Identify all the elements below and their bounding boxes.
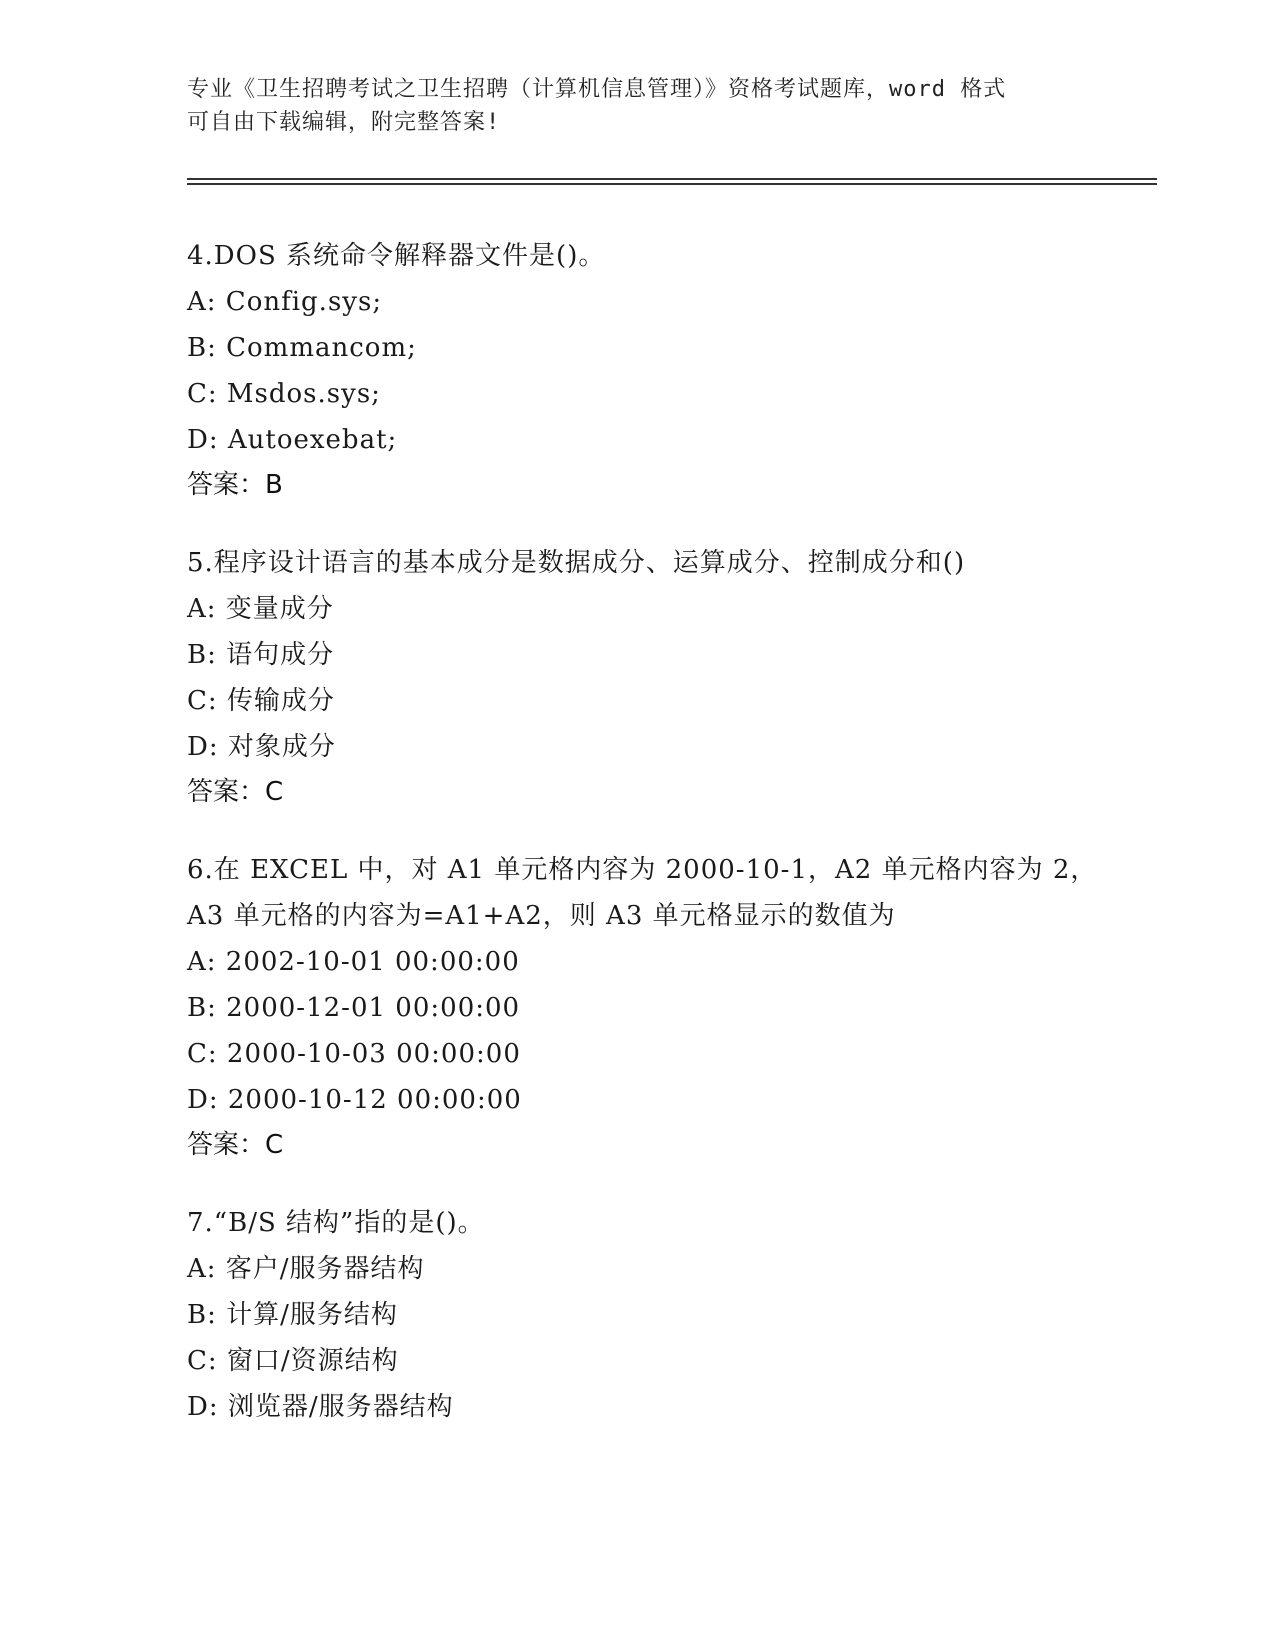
header-divider-top <box>187 178 1157 180</box>
question-5 <box>187 540 1137 814</box>
option-a: A: 变量成分 <box>187 594 334 624</box>
option-c: C: Msdos.sys; <box>187 379 381 409</box>
question-4 <box>187 233 1137 507</box>
answer-label: 答案：C <box>187 1130 284 1160</box>
question-stem-line-2: A3 单元格的内容为=A1+A2，则 A3 单元格显示的数值为 <box>187 901 896 931</box>
option-d: D: 对象成分 <box>187 732 336 762</box>
document-header <box>187 73 1087 139</box>
option-c: C: 2000-10-03 00:00:00 <box>187 1039 521 1069</box>
header-line-2: 可自由下载编辑，附完整答案! <box>187 110 501 135</box>
header-divider-bottom <box>187 183 1157 185</box>
question-stem: 7.“B/S 结构”指的是()。 <box>187 1208 485 1238</box>
option-b: B: 语句成分 <box>187 640 335 670</box>
question-stem-line-1: 6.在 EXCEL 中，对 A1 单元格内容为 2000-10-1，A2 单元格内容为 2， <box>187 855 1098 885</box>
option-d: D: 2000-10-12 00:00:00 <box>187 1085 522 1115</box>
question-6 <box>187 847 1137 1167</box>
answer-label: 答案：C <box>187 777 284 807</box>
question-stem: 5.程序设计语言的基本成分是数据成分、运算成分、控制成分和() <box>187 548 966 578</box>
option-b: B: Commancom; <box>187 333 417 363</box>
option-c: C: 窗口/资源结构 <box>187 1346 399 1376</box>
answer-label: 答案：B <box>187 470 283 500</box>
option-c: C: 传输成分 <box>187 686 335 716</box>
option-a: A: 2002-10-01 00:00:00 <box>187 947 520 977</box>
header-line-1: 专业《卫生招聘考试之卫生招聘（计算机信息管理）》资格考试题库，word 格式 <box>187 77 1007 102</box>
option-a: A: 客户/服务器结构 <box>187 1254 425 1284</box>
option-d: D: 浏览器/服务器结构 <box>187 1392 454 1422</box>
option-d: D: Autoexebat; <box>187 425 398 455</box>
option-b: B: 2000-12-01 00:00:00 <box>187 993 521 1023</box>
option-b: B: 计算/服务结构 <box>187 1300 398 1330</box>
option-a: A: Config.sys; <box>187 287 383 317</box>
question-stem: 4.DOS 系统命令解释器文件是()。 <box>187 241 606 271</box>
question-list <box>187 233 1137 1463</box>
question-7 <box>187 1200 1137 1430</box>
